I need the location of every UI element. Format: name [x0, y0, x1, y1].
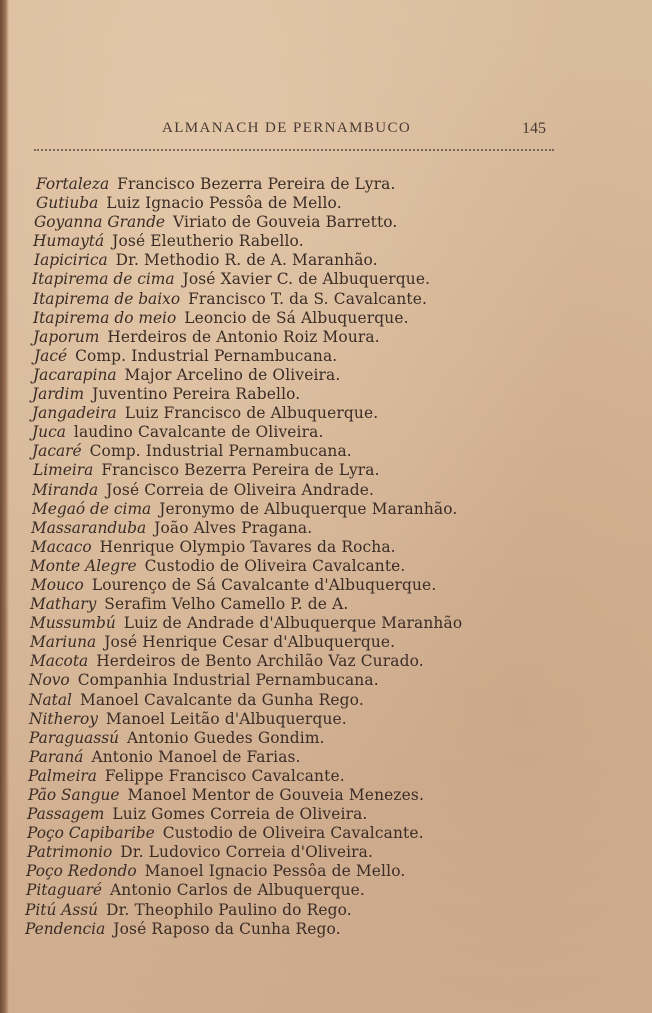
estate-entry: [0, 595, 652, 614]
estate-name: Jardim: [32, 385, 85, 404]
estate-owner: José Raposo da Cunha Rego.: [113, 919, 341, 938]
estate-owner: João Alves Pragana.: [154, 518, 313, 537]
estate-name: Palmeira: [28, 766, 97, 785]
estate-entry: [0, 232, 652, 251]
estate-name: Mussumbú: [30, 614, 116, 633]
estate-name: Mathary: [30, 595, 97, 614]
estate-entry: [0, 767, 652, 786]
estate-name: Goyanna Grande: [34, 213, 166, 232]
estate-owner: José Henrique Cesar d'Albuquerque.: [104, 633, 396, 652]
estate-owner: Felippe Francisco Cavalcante.: [104, 766, 345, 785]
estate-entry: [0, 251, 652, 270]
estate-name: Pitaguaré: [26, 881, 103, 900]
estate-entry: [0, 862, 652, 881]
estate-owner: Francisco T. da S. Cavalcante.: [188, 289, 428, 308]
estate-owner: Luiz Gomes Correia de Oliveira.: [112, 805, 368, 824]
estate-owner: Antonio Guedes Gondim.: [127, 728, 325, 747]
estate-entry: [0, 194, 652, 213]
estate-entry: [0, 557, 652, 576]
estate-entry: [0, 290, 652, 309]
estate-entry: [0, 881, 652, 900]
estate-list: [0, 175, 652, 939]
estate-entry: [0, 519, 652, 538]
estate-owner: Herdeiros de Bento Archilão Vaz Curado.: [96, 652, 424, 671]
estate-entry: [0, 347, 652, 366]
estate-entry: [0, 843, 652, 862]
estate-name: Limeira: [33, 461, 94, 480]
estate-owner: Major Arcelino de Oliveira.: [124, 365, 341, 384]
estate-owner: Luiz de Andrade d'Albuquerque Maranhão: [123, 614, 463, 633]
estate-owner: Antonio Carlos de Albuquerque.: [110, 881, 365, 900]
estate-entry: [0, 213, 652, 232]
estate-owner: Francisco Bezerra Pereira de Lyra.: [117, 175, 396, 193]
estate-owner: Comp. Industrial Pernambucana.: [89, 442, 352, 461]
estate-owner: José Xavier C. de Albuquerque.: [182, 270, 431, 289]
estate-owner: Custodio de Oliveira Cavalcante.: [144, 556, 406, 575]
estate-owner: Serafim Velho Camello P. de A.: [104, 595, 349, 614]
estate-owner: Herdeiros de Antonio Roiz Moura.: [107, 327, 380, 346]
estate-name: Nitheroy: [29, 709, 98, 728]
estate-owner: Luiz Francisco de Albuquerque.: [124, 404, 379, 423]
estate-entry: [0, 901, 652, 920]
estate-name: Passagem: [27, 805, 105, 824]
estate-name: Mariuna: [30, 633, 97, 652]
estate-name: Jacaré: [32, 442, 82, 461]
estate-owner: Manoel Cavalcante da Gunha Rego.: [79, 690, 364, 709]
estate-entry: [0, 920, 652, 939]
estate-entry: [0, 786, 652, 805]
estate-entry: [0, 633, 652, 652]
estate-name: Poço Redondo: [26, 862, 137, 881]
estate-owner: Jeronymo de Albuquerque Maranhão.: [159, 499, 458, 518]
estate-entry: [0, 385, 652, 404]
estate-entry: [0, 748, 652, 767]
estate-name: Natal: [29, 690, 72, 709]
estate-name: Jacé: [34, 346, 68, 365]
estate-name: Novo: [29, 671, 70, 690]
estate-entry: [0, 652, 652, 671]
estate-name: Iapicirica: [34, 251, 108, 270]
page-number: 145: [522, 120, 546, 137]
estate-owner: Henrique Olympio Tavares da Rocha.: [99, 537, 396, 556]
estate-entry: [0, 423, 652, 442]
estate-owner: Juventino Pereira Rabello.: [92, 385, 301, 404]
estate-entry: [0, 270, 652, 289]
estate-entry: [0, 671, 652, 690]
estate-entry: [0, 691, 652, 710]
estate-name: Japorum: [33, 327, 100, 346]
estate-name: Itapirema de cima: [32, 270, 175, 289]
estate-entry: [0, 442, 652, 461]
estate-name: Itapirema do meio: [33, 308, 177, 327]
estate-owner: Manoel Mentor de Gouveia Menezes.: [127, 786, 424, 804]
estate-entry: [0, 576, 652, 595]
estate-entry: [0, 404, 652, 423]
estate-name: Paraguassú: [29, 728, 120, 747]
estate-owner: Dr. Ludovico Correia d'Oliveira.: [120, 843, 374, 862]
estate-name: Juca: [32, 423, 66, 442]
estate-owner: Manoel Ignacio Pessôa de Mello.: [144, 862, 406, 881]
estate-entry: [0, 500, 652, 519]
estate-name: Miranda: [32, 480, 99, 499]
estate-entry: [0, 538, 652, 557]
running-title: ALMANACH DE PERNAMBUCO: [162, 120, 412, 136]
estate-owner: laudino Cavalcante de Oliveira.: [73, 423, 324, 442]
estate-owner: Dr. Theophilo Paulino do Rego.: [106, 900, 352, 919]
estate-entry: [0, 729, 652, 748]
estate-owner: José Correia de Oliveira Andrade.: [106, 480, 375, 499]
estate-name: Mouco: [31, 575, 84, 594]
estate-owner: Custodio de Oliveira Cavalcante.: [162, 824, 424, 843]
estate-name: Pão Sangue: [28, 786, 120, 804]
estate-entry: [0, 309, 652, 328]
header-dotted-rule: [34, 149, 554, 151]
estate-owner: Companhia Industrial Pernambucana.: [77, 671, 379, 690]
estate-name: Paraná: [29, 747, 84, 766]
estate-name: Megaó de cima: [32, 499, 152, 518]
estate-owner: Francisco Bezerra Pereira de Lyra.: [101, 461, 380, 480]
estate-entry: [0, 366, 652, 385]
estate-entry: [0, 481, 652, 500]
estate-name: Poço Capibaribe: [27, 824, 155, 843]
estate-name: Itapirema de baixo: [33, 289, 181, 308]
estate-owner: Antonio Manoel de Farias.: [91, 747, 301, 766]
estate-owner: Comp. Industrial Pernambucana.: [75, 346, 338, 365]
estate-name: Gutiuba: [36, 194, 99, 213]
estate-owner: Viriato de Gouveia Barretto.: [173, 213, 398, 232]
estate-name: Jangadeira: [32, 404, 117, 423]
estate-entry: [0, 614, 652, 633]
estate-owner: Dr. Methodio R. de A. Maranhão.: [115, 251, 378, 270]
estate-entry: [0, 328, 652, 347]
estate-owner: Leoncio de Sá Albuquerque.: [184, 308, 409, 327]
estate-name: Pitú Assú: [25, 900, 99, 919]
page-header: [36, 120, 546, 144]
estate-name: Massaranduba: [31, 518, 147, 537]
estate-name: Patrimonio: [27, 843, 113, 862]
estate-owner: Manoel Leitão d'Albuquerque.: [105, 709, 347, 728]
estate-owner: José Eleutherio Rabello.: [112, 232, 304, 251]
estate-entry: [0, 175, 652, 194]
estate-owner: Lourenço de Sá Cavalcante d'Albuquerque.: [91, 575, 437, 594]
estate-name: Macota: [30, 652, 89, 671]
estate-entry: [0, 824, 652, 843]
estate-entry: [0, 461, 652, 480]
estate-entry: [0, 805, 652, 824]
estate-name: Pendencia: [25, 919, 106, 938]
estate-name: Fortaleza: [36, 175, 110, 193]
estate-name: Jacarapina: [33, 365, 117, 384]
estate-owner: Luiz Ignacio Pessôa de Mello.: [106, 194, 342, 213]
estate-name: Macaco: [31, 537, 92, 556]
estate-entry: [0, 710, 652, 729]
estate-name: Humaytá: [33, 232, 105, 251]
estate-name: Monte Alegre: [30, 556, 137, 575]
